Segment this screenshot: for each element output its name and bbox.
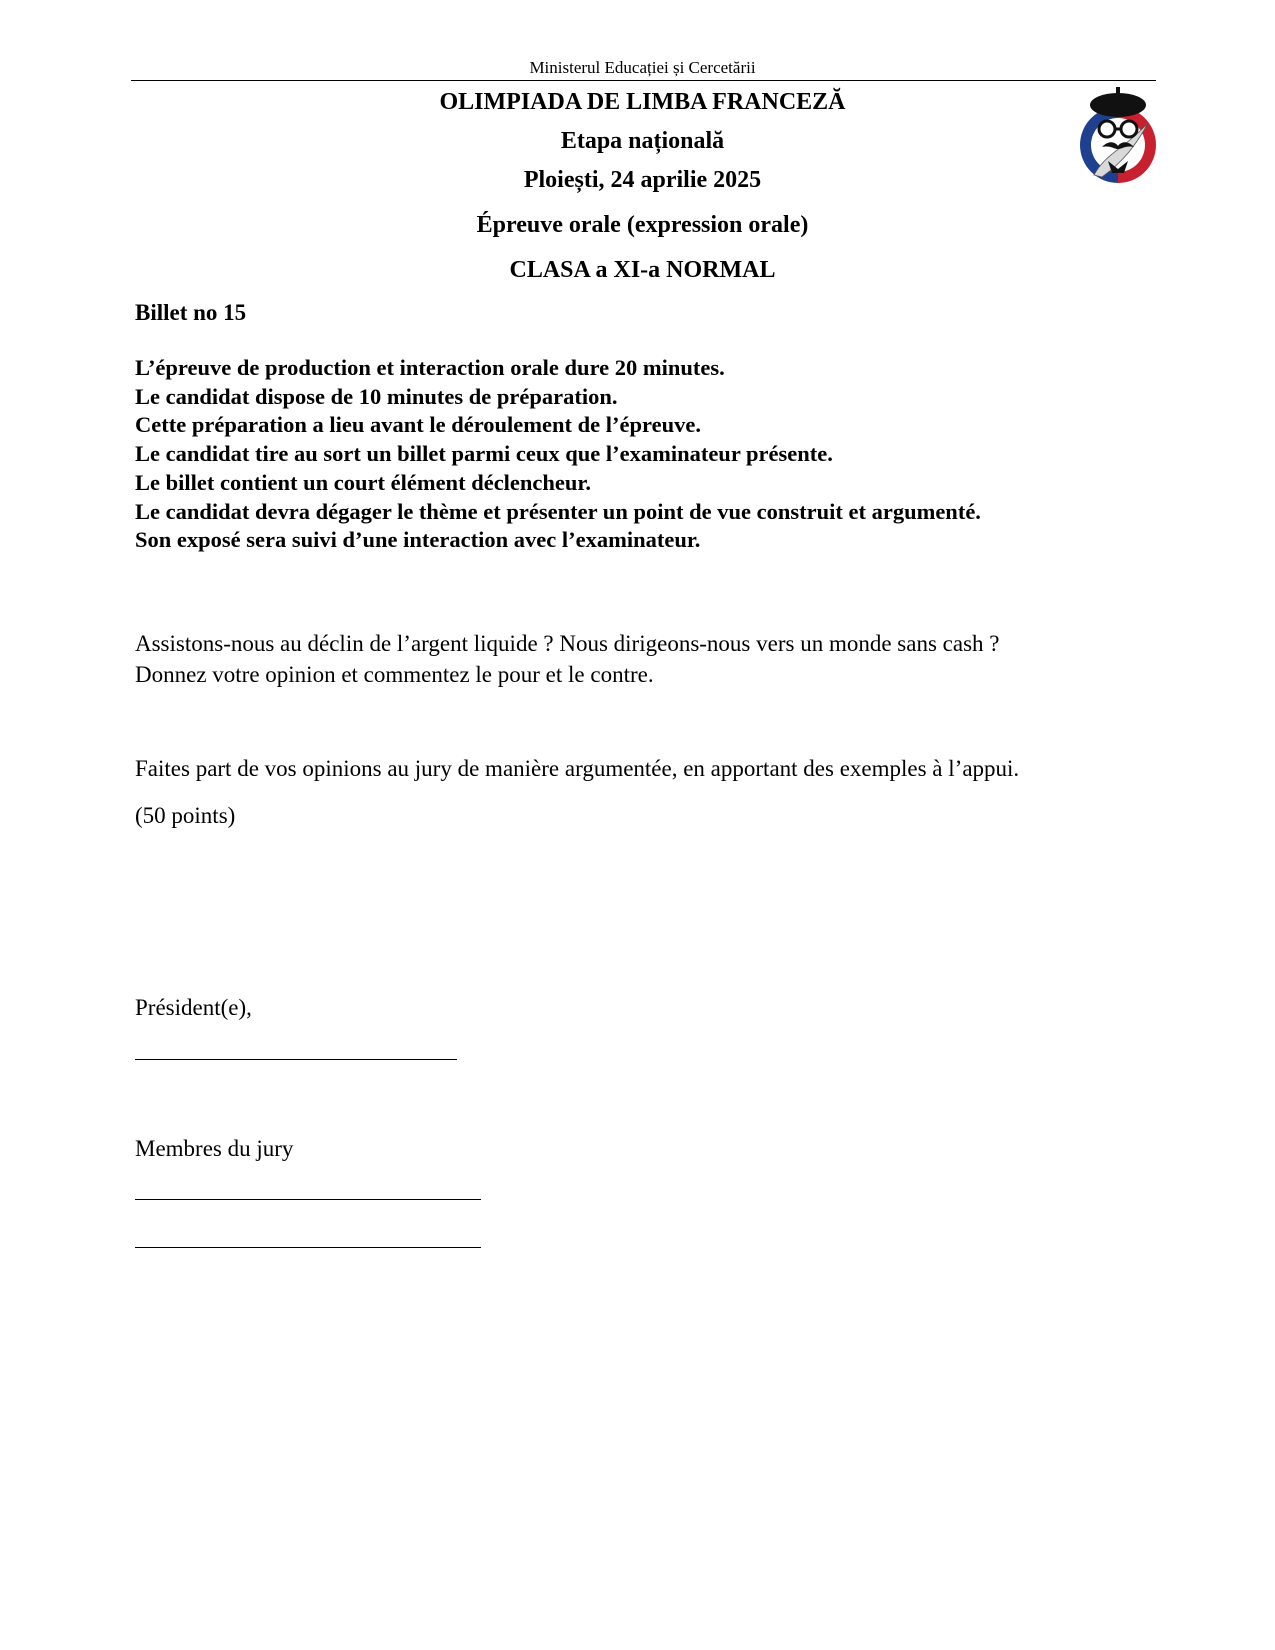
instruction-text: Faites part de vos opinions au jury de manière argumentée, en apportant des exemples à l’appui. [135,756,1020,781]
place-date: Ploiești, 24 aprilie 2025 [523,167,762,193]
exam-rules [135,354,1175,555]
jury-signature-line [135,1199,481,1200]
prompt-question: Assistons-nous au déclin de l’argent liquide ? Nous dirigeons-nous vers un monde sans cash ? [135,631,1000,656]
points-value: (50 points) [135,803,236,828]
prompt-task: Donnez votre opinion et commentez le pour et le contre. [135,662,654,687]
rule-line: Le candidat dispose de 10 minutes de préparation. [135,383,618,409]
rule-line: Le candidat tire au sort un billet parmi ceux que l’examinateur présente. [135,441,833,467]
rule-line: Cette préparation a lieu avant le déroulement de l’épreuve. [135,412,701,438]
olympiad-title: OLIMPIADA DE LIMBA FRANCEZĂ [439,89,846,115]
exam-title: Épreuve orale (expression orale) [476,212,809,238]
header-divider [131,80,1156,81]
president-signature-line [135,1059,457,1060]
billet-number: Billet no 15 [135,300,247,325]
rule-line: Son exposé sera suivi d’une interaction avec l’examinateur. [135,527,701,553]
rule-line: Le candidat devra dégager le thème et présenter un point de vue construit et argumenté. [135,498,981,524]
rule-line: L’épreuve de production et interaction orale dure 20 minutes. [135,355,725,380]
class-title: CLASA a XI-a NORMAL [509,257,776,283]
jury-signature-line [135,1247,481,1248]
president-label: Président(e), [135,995,252,1020]
jury-members-label: Membres du jury [135,1136,294,1161]
stage-title: Etapa națională [560,128,725,154]
rule-line: Le billet contient un court élément déclencheur. [135,469,591,495]
header-ministry: Ministerul Educației și Cercetării [529,58,756,77]
